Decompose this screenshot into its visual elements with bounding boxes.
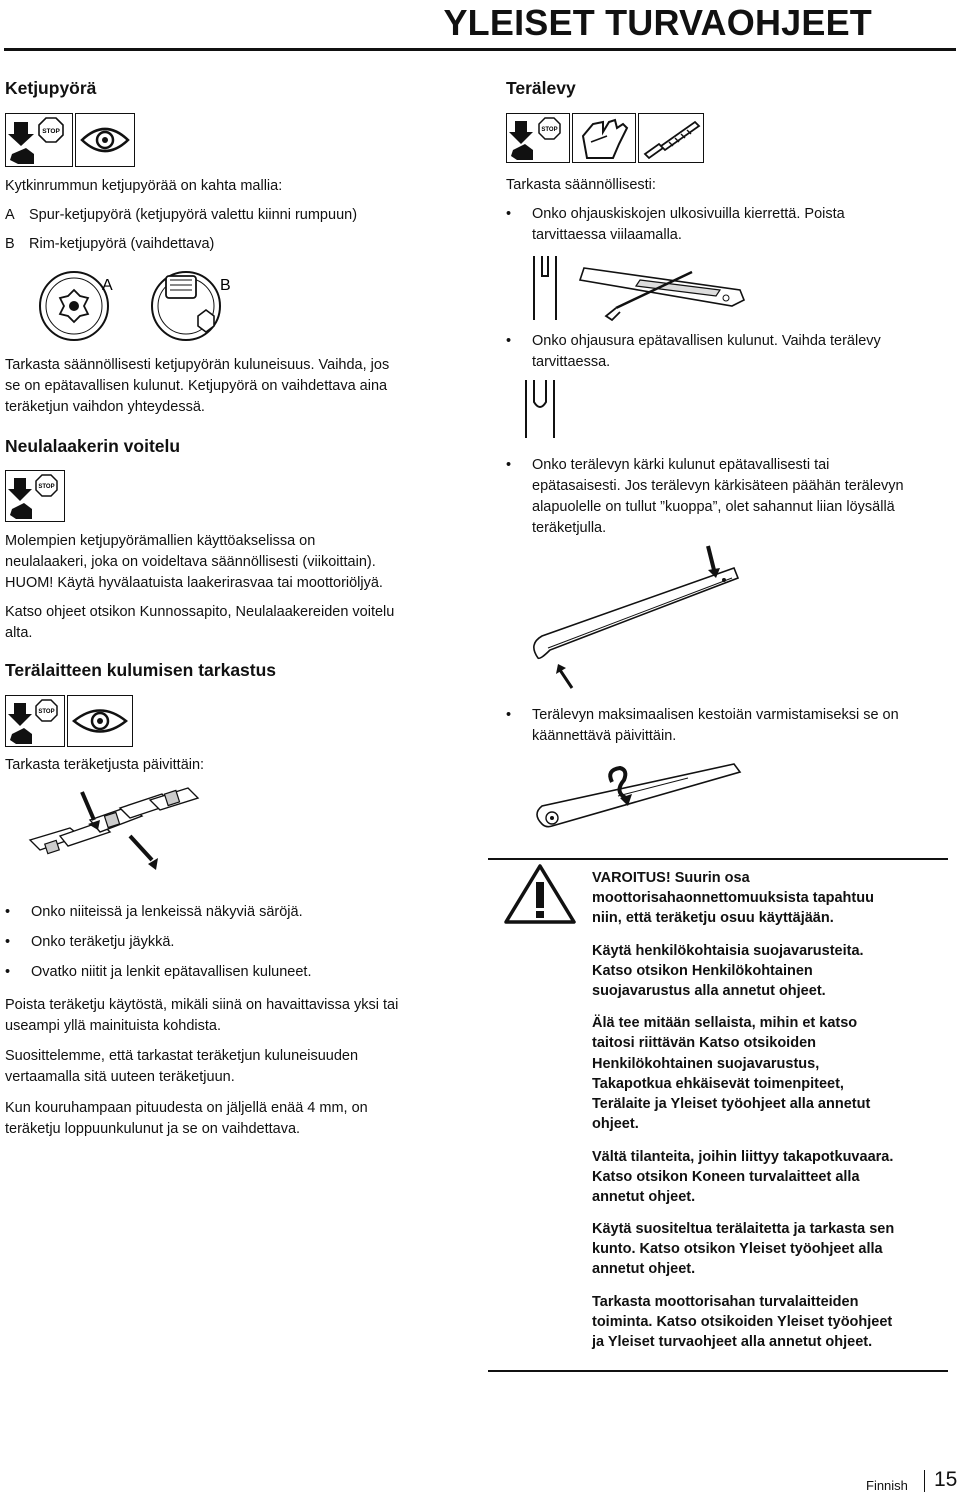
bar-heading: Terälevy xyxy=(506,78,576,98)
wear-para1-line-1: Poista teräketju käytöstä, mikäli siinä on havaittavissa yksi tai xyxy=(5,997,399,1013)
glove-icon xyxy=(573,114,635,162)
wear-bullet-1: • Onko niiteissä ja lenkeissä näkyviä säröjä. xyxy=(5,904,303,920)
sprocket-body-line-1: Tarkasta säännöllisesti ketjupyörän kuluneisuus. Vaihda, jos xyxy=(5,357,390,373)
wear-para2-line-1: Suosittelemme, että tarkastat teräketjun kuluneisuuden xyxy=(5,1048,359,1064)
bar-intro: Tarkasta säännöllisesti: xyxy=(506,177,656,193)
bar-stop-icon-box xyxy=(506,113,570,163)
bar-tip-illustration xyxy=(528,540,758,690)
sprocket-heading: Ketjupyörä xyxy=(5,78,97,98)
needle-stop-icon-box xyxy=(5,470,65,522)
wear-para3-line-2: teräketju loppuunkulunut ja se on vaihdettava. xyxy=(5,1121,301,1137)
stop-label: STOP xyxy=(38,484,55,490)
sprocket-item-key-b: B xyxy=(5,236,15,252)
wear-bullet-2: • Onko teräketju jäykkä. xyxy=(5,934,175,950)
rim-sprocket-drawing xyxy=(152,272,220,340)
stop-sign-icon xyxy=(6,696,64,746)
wear-inspect-icon-box xyxy=(67,695,133,747)
page-number: 15 xyxy=(934,1468,958,1491)
wear-para2-line-2: vertaamalla sitä uuteen teräketjuun. xyxy=(5,1069,235,1085)
sprocket-item-key-a: A xyxy=(5,207,15,223)
sprocket-body-line-3: teräketjun vaihdon yhteydessä. xyxy=(5,399,205,415)
wear-intro: Tarkasta teräketjusta päivittäin: xyxy=(5,757,205,773)
needle-para2-line-1: Katso ohjeet otsikon Kunnossapito, Neulalaakereiden voitelu xyxy=(5,604,395,620)
bar-bullet-3: • Onko terälevyn kärki kulunut epätavallisesti tai epätasaisesti. Jos terälevyn kärkisäteen päähän terälevyn alapuolelle on tullut ”kuoppa”, olet sahannut liian löysällä teräketjulla. xyxy=(506,457,904,536)
eye-icon xyxy=(68,696,132,746)
sprocket-body-line-2: se on epätavallisen kulunut. Ketjupyörä on vaihdettava aina xyxy=(5,378,388,394)
warning-p5-line-3: ja Yleiset turvaohjeet alla annetut ohjeet. xyxy=(592,1334,873,1350)
wear-para1-line-2: useampi yllä mainituista kohdista. xyxy=(5,1018,221,1034)
figure-label-a: A xyxy=(102,277,113,294)
page-title: YLEISET TURVAOHJEET xyxy=(443,2,872,43)
chain-illustration xyxy=(20,780,210,880)
eye-icon xyxy=(76,114,134,166)
warning-p1-line-1: Käytä henkilökohtaisia suojavarusteita. xyxy=(592,943,864,959)
warning-head-line-3: niin, että teräketju osuu käyttäjään. xyxy=(592,910,834,926)
sprocket-item-text-a: Spur-ketjupyörä (ketjupyörä valettu kiinni rumpuun) xyxy=(29,207,358,223)
sprocket-illustration xyxy=(26,268,266,344)
stop-label: STOP xyxy=(541,127,558,133)
bar-flip-illustration xyxy=(528,752,758,836)
warning-p1-line-3: suojavarustus alla annetut ohjeet. xyxy=(592,983,826,999)
warning-head-line-1: VAROITUS! Suurin osa xyxy=(592,870,750,886)
wear-heading: Terälaitteen kulumisen tarkastus xyxy=(5,660,277,680)
warning-top-rule xyxy=(488,858,948,860)
sprocket-intro: Kytkinrummun ketjupyörää on kahta mallia: xyxy=(5,178,283,194)
file-icon-box xyxy=(638,113,704,163)
glove-icon-box xyxy=(572,113,636,163)
warning-p3-line-3: annetut ohjeet. xyxy=(592,1189,696,1205)
warning-p2-line-4: Takapotkua ehkäisevät toimenpiteet, xyxy=(592,1076,844,1092)
file-tool-icon xyxy=(639,114,703,162)
warning-p4-line-3: annetut ohjeet. xyxy=(592,1261,696,1277)
warning-p3-line-2: Katso otsikon Koneen turvalaitteet alla xyxy=(592,1169,860,1185)
warning-head-line-2: moottorisahaonnettomuuksista tapahtuu xyxy=(592,890,874,906)
warning-p2-line-2: taitosi riittävän Katso otsikoiden xyxy=(592,1035,816,1051)
spur-sprocket-drawing xyxy=(40,272,108,340)
warning-p5-line-2: toiminta. Katso otsikoiden Yleiset työohjeet xyxy=(592,1314,893,1330)
sprocket-item-text-b: Rim-ketjupyörä (vaihdettava) xyxy=(29,236,215,252)
stop-engine-icon-box xyxy=(5,113,73,167)
needle-para1-line-2: neulalaakeri, joka on voideltava säännöllisesti (viikoittain). xyxy=(5,554,376,570)
warning-p2-line-3: Henkilökohtainen suojavarustus, xyxy=(592,1056,820,1072)
stop-label: STOP xyxy=(42,128,60,135)
wear-para3-line-1: Kun kouruhampaan pituudesta on jäljellä enää 4 mm, on xyxy=(5,1100,368,1116)
needle-para1-line-3: HUOM! Käytä hyvälaatuista laakerirasvaa tai moottoriöljyä. xyxy=(5,575,383,591)
figure-label-b: B xyxy=(220,277,231,294)
wear-bullet-3: • Ovatko niitit ja lenkit epätavallisen kuluneet. xyxy=(5,964,312,980)
warning-p4-line-1: Käytä suositeltua terälaitetta ja tarkasta sen xyxy=(592,1221,895,1237)
warning-p2-line-6: ohjeet. xyxy=(592,1116,639,1132)
stop-sign-icon xyxy=(6,471,64,521)
warning-p4-line-2: kunto. Katso otsikon Yleiset työohjeet alla xyxy=(592,1241,883,1257)
groove-illustration xyxy=(520,378,560,442)
warning-p1-line-2: Katso otsikon Henkilökohtainen xyxy=(592,963,813,979)
stop-label: STOP xyxy=(38,709,55,715)
warning-p5-line-1: Tarkasta moottorisahan turvalaitteiden xyxy=(592,1294,859,1310)
needle-para1-line-1: Molempien ketjupyörämallien käyttöakselissa on xyxy=(5,533,316,549)
bar-bullet-2: • Onko ohjausura epätavallisen kulunut. Vaihda terälevy tarvittaessa. xyxy=(506,333,881,370)
warning-triangle-icon xyxy=(504,862,576,926)
stop-sign-icon xyxy=(507,114,569,162)
footer-divider xyxy=(924,1470,925,1492)
warning-bottom-rule xyxy=(488,1370,948,1372)
bar-bullet-1: • Onko ohjauskiskojen ulkosivuilla kierrettä. Poista tarvittaessa viilaamalla. xyxy=(506,206,845,243)
warning-p3-line-1: Vältä tilanteita, joihin liittyy takapotkuvaara. xyxy=(592,1149,894,1165)
warning-p2-line-1: Älä tee mitään sellaista, mihin et katso xyxy=(592,1015,858,1031)
wear-stop-icon-box xyxy=(5,695,65,747)
inspect-icon-box xyxy=(75,113,135,167)
stop-sign-icon xyxy=(6,114,72,166)
bar-bullet-4: • Terälevyn maksimaalisen kestoiän varmistamiseksi se on käännettävä päivittäin. xyxy=(506,707,899,744)
warning-p2-line-5: Terälaite ja Yleiset työohjeet alla annetut xyxy=(592,1096,871,1112)
needle-heading: Neulalaakerin voitelu xyxy=(5,436,181,456)
bar-file-illustration xyxy=(520,250,760,326)
footer-language: Finnish xyxy=(866,1478,908,1493)
needle-para2-line-2: alta. xyxy=(5,625,33,641)
title-divider xyxy=(4,48,956,51)
